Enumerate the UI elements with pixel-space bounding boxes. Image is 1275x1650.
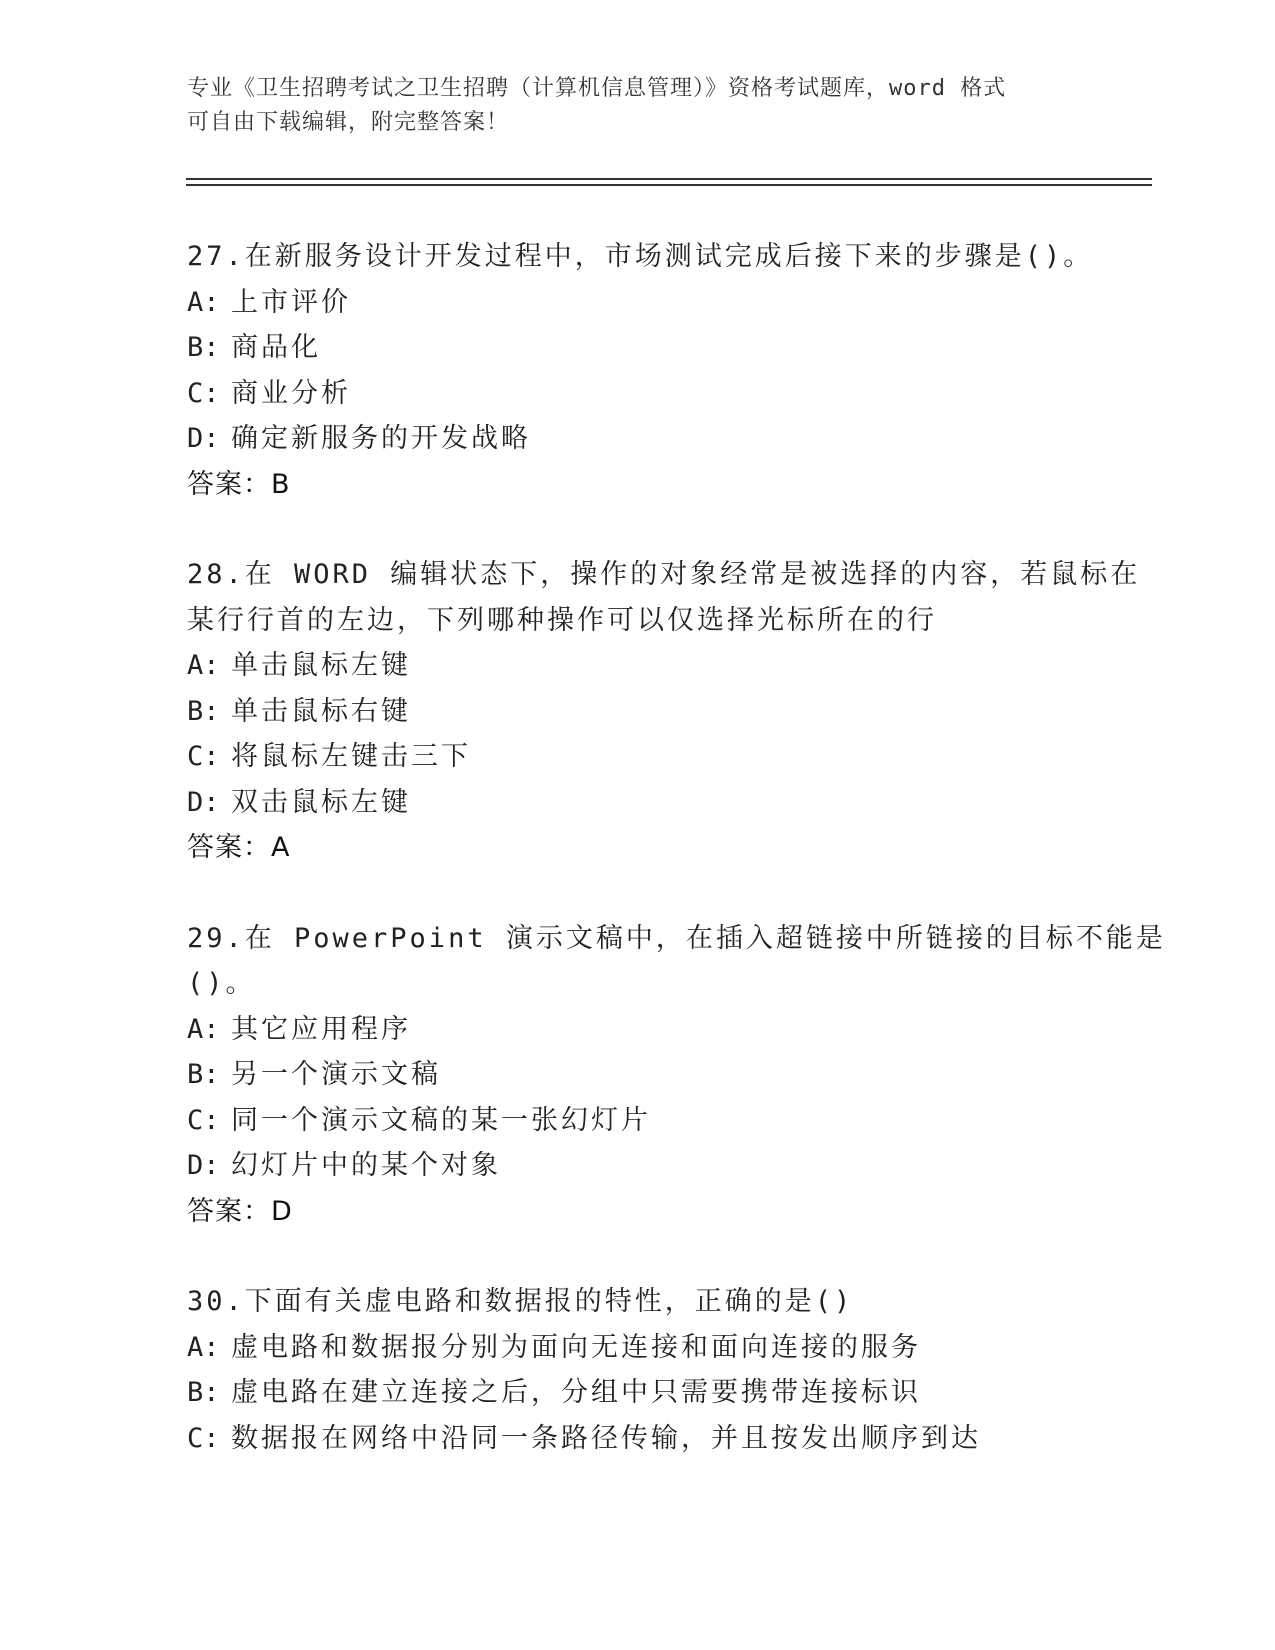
question-list [187, 234, 1166, 1506]
header-line-1: 专业《卫生招聘考试之卫生招聘（计算机信息管理）》资格考试题库，word 格式 [187, 76, 1007, 101]
option-letter: C: [187, 1422, 220, 1454]
option-text: 另一个演示文稿 [231, 1059, 441, 1090]
answer-line: 答案：B [187, 468, 291, 500]
option-letter: D: [187, 1150, 220, 1181]
option-text: 幻灯片中的某个对象 [231, 1150, 501, 1181]
option-d [187, 416, 1087, 462]
option-letter: B: [187, 1377, 220, 1408]
option-letter: B: [187, 1059, 220, 1090]
question-stem: 28.在 WORD 编辑状态下，操作的对象经常是被选择的内容，若鼠标在 [187, 559, 1141, 590]
question-29 [187, 916, 1166, 1235]
option-letter: A: [187, 650, 220, 681]
question-30 [187, 1279, 1087, 1461]
option-text: 数据报在网络中沿同一条路径传输，并且按发出顺序到达 [231, 1422, 981, 1454]
option-text: 双击鼠标左键 [231, 786, 411, 818]
question-stem: 30.下面有关虚电路和数据报的特性，正确的是() [187, 1286, 854, 1317]
header-divider-top [186, 178, 1152, 180]
option-letter: B: [187, 695, 220, 727]
option-text: 单击鼠标左键 [231, 650, 411, 681]
option-text: 商业分析 [231, 377, 351, 409]
option-a [187, 1007, 1087, 1053]
option-letter: D: [187, 423, 220, 454]
option-b [187, 689, 1087, 735]
question-28 [187, 552, 1141, 871]
answer-line: 答案：A [187, 832, 291, 863]
answer-line: 答案：D [187, 1195, 293, 1227]
document-header [187, 72, 1067, 140]
option-b [187, 1370, 1087, 1416]
option-c [187, 371, 1087, 417]
option-c [187, 1098, 1087, 1144]
option-text: 同一个演示文稿的某一张幻灯片 [231, 1104, 651, 1136]
option-text: 虚电路和数据报分别为面向无连接和面向连接的服务 [231, 1331, 921, 1363]
option-b [187, 325, 1087, 371]
option-a [187, 280, 1087, 326]
option-a [187, 1325, 1087, 1371]
option-letter: D: [187, 786, 220, 818]
question-27 [187, 234, 1094, 507]
option-a [187, 643, 1087, 689]
question-stem-continued: ()。 [187, 968, 256, 999]
question-stem: 29.在 PowerPoint 演示文稿中，在插入超链接中所链接的目标不能是 [187, 922, 1166, 954]
option-letter: A: [187, 1331, 220, 1363]
option-letter: B: [187, 332, 220, 363]
option-letter: C: [187, 741, 220, 772]
option-c [187, 734, 1087, 780]
header-line-2: 可自由下载编辑，附完整答案！ [187, 110, 510, 135]
option-d [187, 1143, 1087, 1189]
option-b [187, 1052, 1087, 1098]
header-divider-bottom [186, 184, 1152, 186]
option-c [187, 1416, 1087, 1462]
option-text: 虚电路在建立连接之后，分组中只需要携带连接标识 [231, 1377, 921, 1408]
question-stem: 27.在新服务设计开发过程中，市场测试完成后接下来的步骤是()。 [187, 241, 1094, 272]
option-letter: A: [187, 286, 220, 318]
option-letter: A: [187, 1013, 220, 1045]
option-text: 将鼠标左键击三下 [231, 741, 471, 772]
option-letter: C: [187, 377, 220, 409]
option-text: 单击鼠标右键 [231, 695, 411, 727]
option-text: 确定新服务的开发战略 [231, 423, 531, 454]
question-stem-continued: 某行行首的左边，下列哪种操作可以仅选择光标所在的行 [187, 604, 937, 636]
option-text: 上市评价 [231, 286, 351, 318]
option-text: 其它应用程序 [231, 1013, 411, 1045]
option-text: 商品化 [231, 332, 321, 363]
option-d [187, 780, 1087, 826]
option-letter: C: [187, 1104, 220, 1136]
